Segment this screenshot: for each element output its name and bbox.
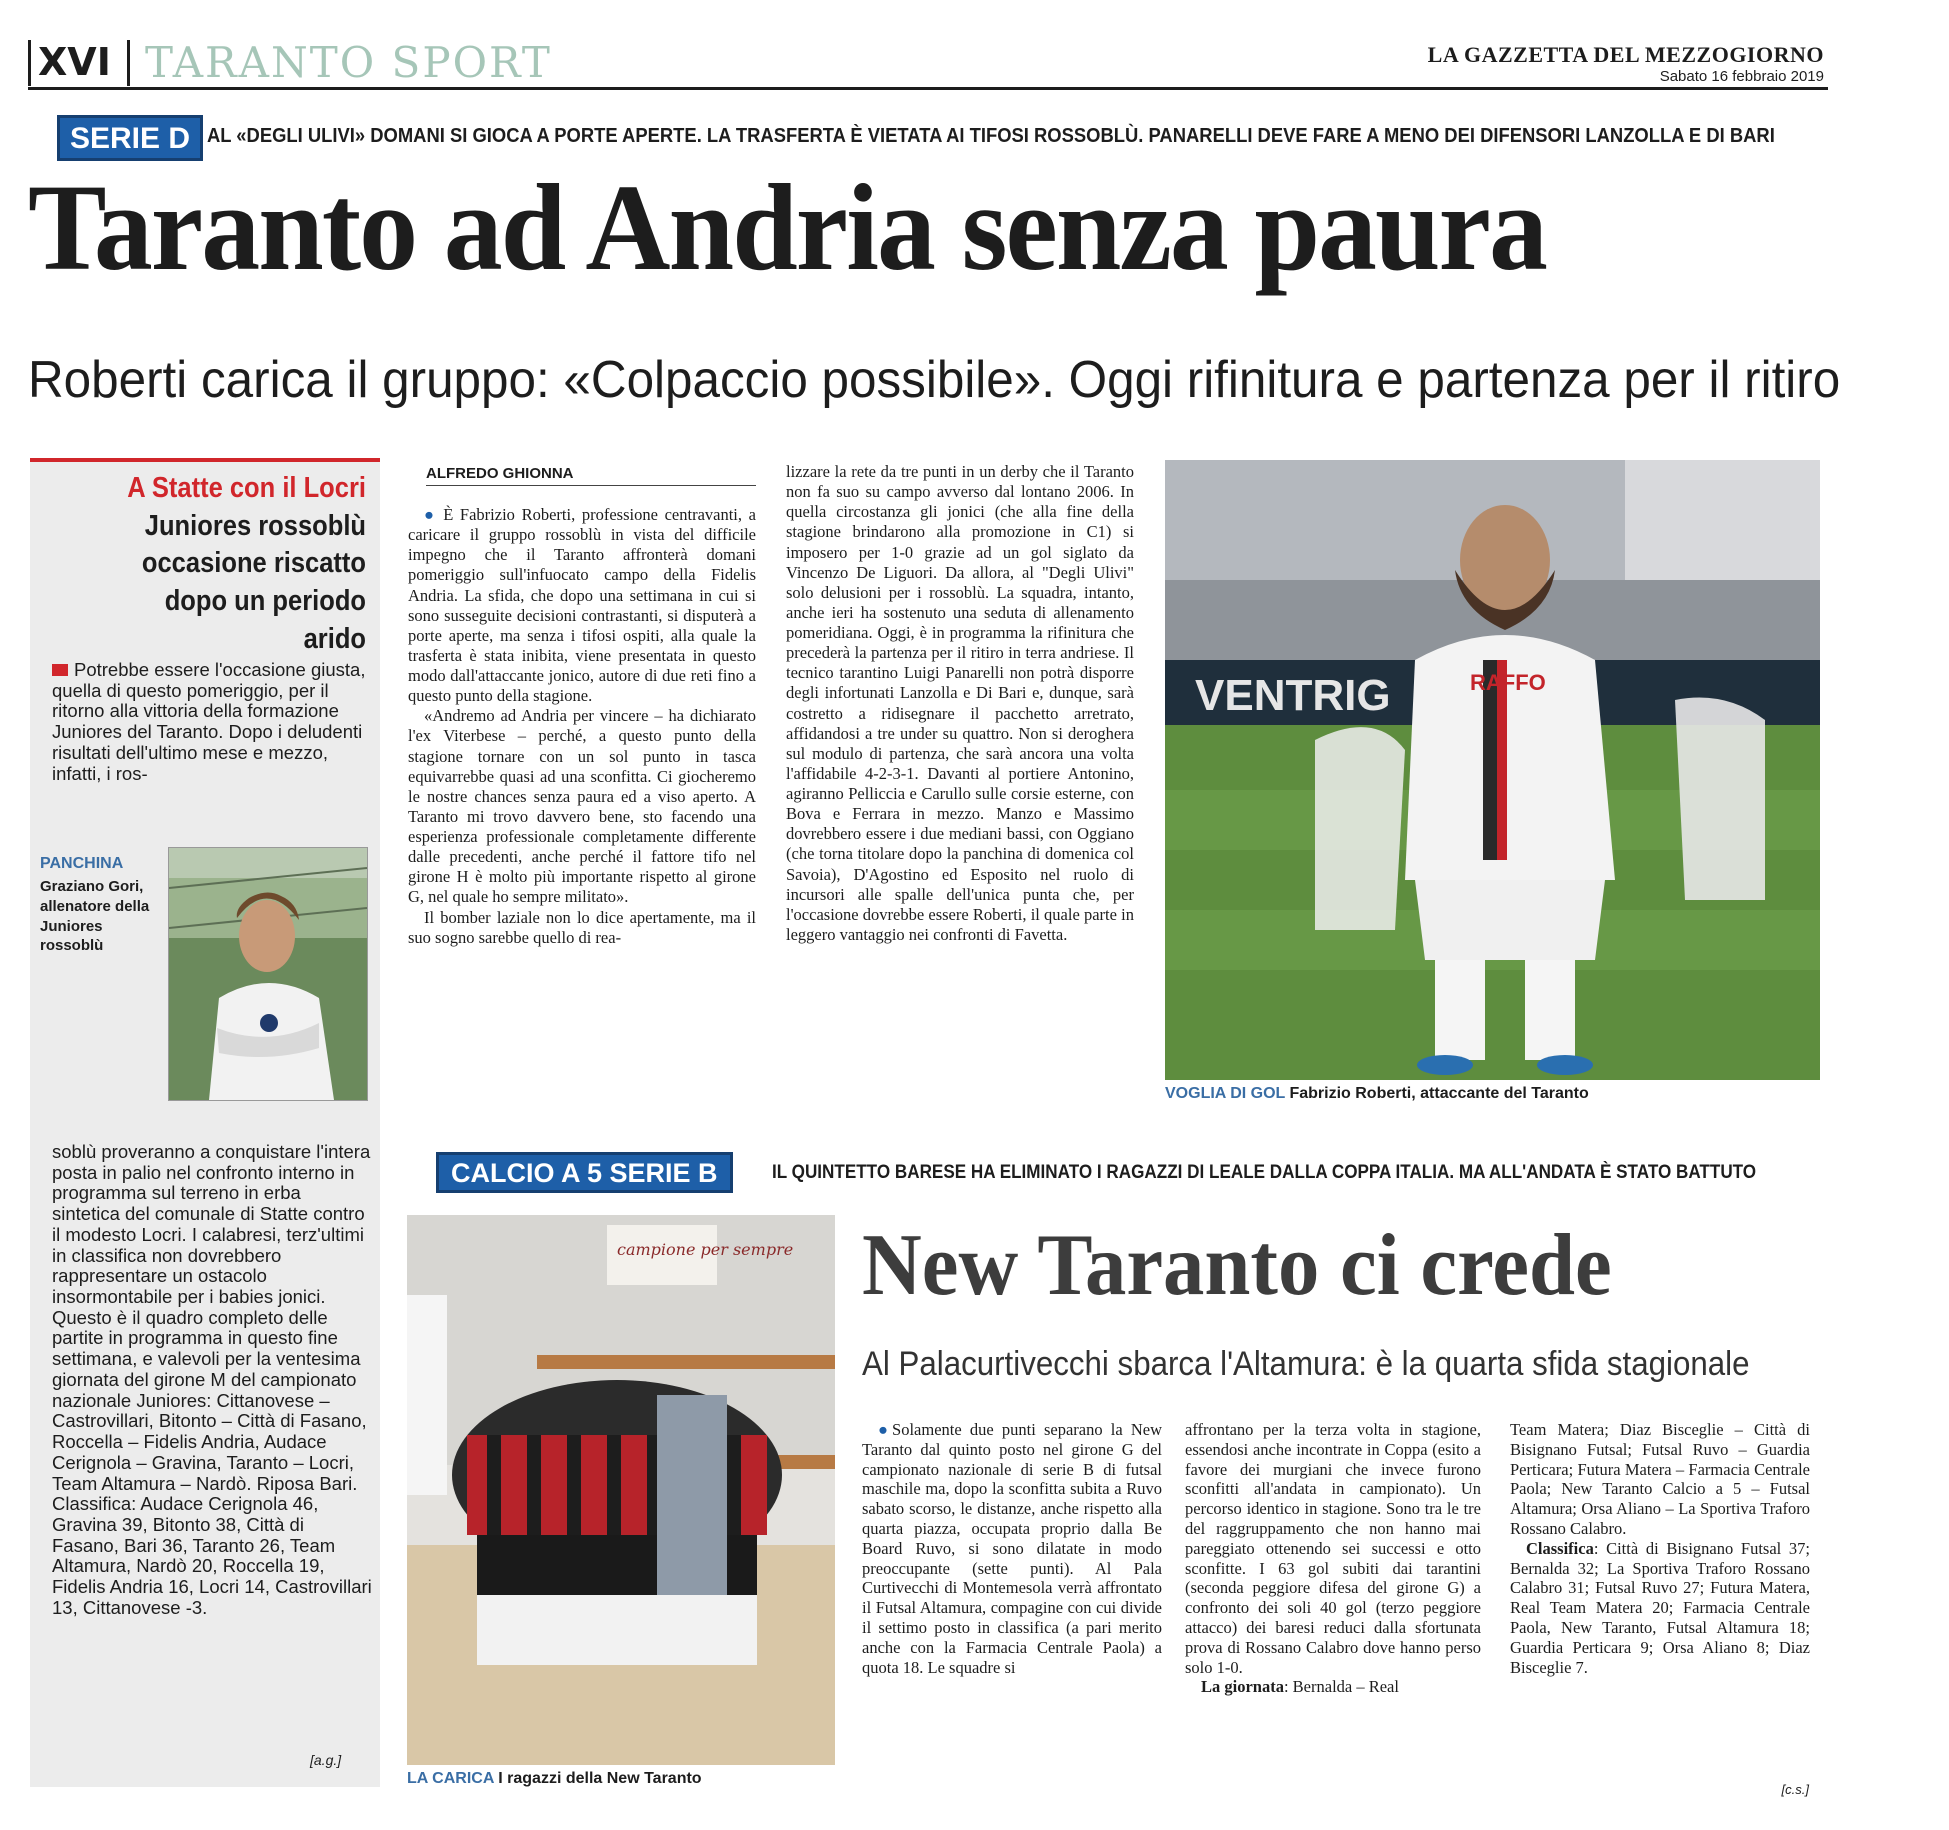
team-photo-image bbox=[407, 1215, 835, 1765]
gym-banner-text: campione per sempre bbox=[617, 1240, 794, 1259]
bullet-icon: ● bbox=[878, 1420, 893, 1439]
second-headline: New Taranto ci crede bbox=[862, 1217, 1612, 1314]
main-photo bbox=[1165, 460, 1820, 1080]
byline: ALFREDO GHIONNA bbox=[426, 465, 574, 482]
giornata-label: La giornata bbox=[1201, 1677, 1284, 1697]
red-square-icon bbox=[52, 664, 68, 676]
paragraph bbox=[408, 505, 756, 706]
kicker-badge: SERIE D bbox=[57, 115, 203, 161]
paragraph bbox=[862, 1420, 1162, 1677]
sidebar-photo-label: PANCHINA bbox=[40, 855, 124, 872]
sidebar-headline-block bbox=[86, 470, 366, 658]
caption-text: I ragazzi della New Taranto bbox=[498, 1770, 702, 1787]
newspaper-name: LA GAZZETTA DEL MEZZOGIORNO bbox=[1427, 42, 1824, 67]
classifica-text: : Città di Bisignano Futsal 37; Bernalda 32; La Sportiva Traforo Rossano Calabro 31; Futsal Ruvo 27; Futura Matera, Real Team Matera 20; Farmacia Centrale Paola, New Taranto, Futsal Altamura 18; Guardia Perticara 9; Orsa Aliano 8; Diaz Bisceglie 7. bbox=[1510, 1538, 1810, 1677]
sidebar-body-part1 bbox=[52, 660, 372, 784]
paragraph-text: Solamente due punti separano la New Taranto dal quinto posto nel girone G del campionato nazionale di serie B di futsal maschile ma, dopo la sconfitta subita a Ruvo sabato scorso, le distanze, anche rispetto alla quarta piazza, occupata proprio dalla Be Board Ruvo, si sono dilatate in modo preoccupante (sette punti). Al Pala Curtivecchi di Montemesola verrà affrontato il Futsal Altamura, compagine con cui divide il settimo posto in classifica (a pari merito anche con la Farmacia Centrale Paola) a quota 18. Le squadre si bbox=[862, 1420, 1163, 1677]
team-photo-caption bbox=[407, 1770, 702, 1788]
paragraph bbox=[1510, 1539, 1810, 1678]
page-number: XVI bbox=[38, 40, 111, 84]
coach-photo bbox=[168, 847, 368, 1101]
sidebar-body-part2: soblù proveranno a conquistare l'intera posta in palio nel confronto interno in programma sul terreno in erba sintetica del comunale di Statte contro il modesto Locri. I calabresi, terz'ultimi in classifica non dovrebbero rappresentare un ostacolo insormontabile per i babies jonici. Questo è il quadro completo delle partite in programma in questo fine settimana, e valevoli per la ventesima giornata del girone M del campionato nazionale Juniores: Cittanovese – Castrovillari, Bitonto – Città di Fasano, Roccella – Fidelis Andria, Audace Cerignola – Gravina, Taranto – Locri, Team Altamura – Nardò. Riposa Bari. Classifica: Audace Cerignola 46, Gravina 39, Bitonto 38, Città di Fasano, Bari 36, Taranto 26, Team Altamura, Nardò 20, Roccella 19, Fidelis Andria 16, Locri 14, Castrovillari 13, Cittanovese -3. bbox=[52, 1141, 372, 1618]
caption-label: LA CARICA bbox=[407, 1770, 494, 1787]
kicker-text: AL «DEGLI ULIVI» DOMANI SI GIOCA A PORTE APERTE. LA TRASFERTA È VIETATA AI TIFOSI ROSSOBLÙ. PANARELLI DEVE FARE A MENO DEI DIFENSORI LANZOLLA E DI BARI bbox=[207, 125, 1775, 147]
main-photo-caption bbox=[1165, 1085, 1589, 1103]
team-photo bbox=[407, 1215, 835, 1765]
caption-label: VOGLIA DI GOL bbox=[1165, 1085, 1286, 1102]
sidebar-photo-caption: Graziano Gori, allenatore della Juniores rossoblù bbox=[40, 878, 150, 955]
second-article-column-2 bbox=[1185, 1420, 1481, 1697]
giornata-text: : Bernalda – Real bbox=[1283, 1677, 1399, 1697]
second-article-column-3 bbox=[1510, 1420, 1810, 1677]
second-article-signature: [c.s.] bbox=[1781, 1782, 1809, 1797]
paragraph: Team Matera; Diaz Bisceglie – Città di Bisignano Futsal; Futsal Ruvo – Guardia Perticara; Futura Matera – Farmacia Centrale Paola; New Taranto Calcio a 5 – Futsal Altamura; Orsa Aliano – La Sportiva Traforo Rossano Calabro. bbox=[1510, 1420, 1810, 1538]
sidebar-signature: [a.g.] bbox=[310, 1752, 342, 1768]
main-article-column-1 bbox=[408, 505, 756, 948]
paragraph-text: È Fabrizio Roberti, professione centravanti, a caricare il gruppo rossoblù in vista del difficile impegno che il Taranto affronterà domani pomeriggio sull'infuocato campo della Fidelis Andria. La sfida, che dopo una settimana in cui si sono susseguite decisioni contrastanti, si disputerà a porte aperte, ma senza i tifosi ospiti, alla quale la trasferta è stata inibita, viene presentata in questo modo dall'attaccante jonico, autore di due reti fino a questo punto della stagione. bbox=[408, 505, 756, 706]
section-title: TARANTO SPORT bbox=[145, 38, 552, 87]
paragraph bbox=[1185, 1677, 1481, 1697]
bullet-icon: ● bbox=[424, 505, 437, 524]
main-subheadline: Roberti carica il gruppo: «Colpaccio possibile». Oggi rifinitura e partenza per il ritiro bbox=[28, 351, 1841, 409]
jersey-sponsor-text: RAFFO bbox=[1470, 670, 1546, 695]
player-photo-image bbox=[1165, 460, 1820, 1080]
main-article-column-2 bbox=[786, 462, 1134, 945]
page-number-divider-right bbox=[127, 40, 130, 86]
page-number-divider-left bbox=[28, 40, 31, 86]
classifica-label: Classifica bbox=[1526, 1538, 1594, 1558]
paragraph: affrontano per la terza volta in stagione, essendosi anche incontrate in Coppa (esito a favore dei murgiani che invece furono sconfitti all'andata in campionato). Un percorso identico in stagione. Sono tra le tre del raggruppamento che non hanno mai pareggiato ottenendo sei successi e otto sconfitte. I 63 gol subiti dai tarantini (seconda peggiore difesa del girone G) a confronto dei soli 40 gol (terzo peggiore attacco) dei baresi reduci dalla sfortunata prova di Rossano Calabro dove hanno perso solo 1-0. bbox=[1185, 1420, 1481, 1677]
paragraph: «Andremo ad Andria per vincere – ha dichiarato l'ex Viterbese – perché, a questo punto della stagione tornare con un sol punto in tasca equivarrebbe quasi ad una sconfitta. Ci giocheremo le nostre chances senza paura ed a viso aperto. A Taranto mi trovo davvero bene, sto facendo una esperienza professionale completamente differente dalle precedenti, anche perché il fattore tifo nel girone H è molto più importante rispetto al girone G, nel quale ho sempre militato». bbox=[408, 706, 756, 907]
paragraph: lizzare la rete da tre punti in un derby che il Taranto non fa suo su campo avverso dal lontano 2006. In quella circostanza gli jonici (che alla fine della stagione brindarono alla promozione in C1) si imposero per 1-0 grazie ad un gol siglato da Vincenzo De Liguori. Da allora, al "Degli Ulivi" solo delusioni per i rossoblù. La squadra, intanto, anche ieri ha sostenuto una seduta di allenamento pomeridiana. Oggi, è in programma la rifinitura che precederà la partenza per il ritiro in terra andriese. Il tecnico tarantino Luigi Panarelli non potrà disporre degli infortunati Lanzolla e Di Bari e, dunque, sarà costretto a ridisegnare il pacchetto arretrato, affidandosi a tre under su quattro. Non si deroghera sul modulo di partenza, che sarà ancora una volta l'affidabile 4-2-3-1. Davanti al portiere Antonino, agiranno Pelliccia e Carullo sulle corsie esterne, con Bova e Ferrara in mezzo. Manzo e Massimo dovrebbero essere i due mediani bassi, con Oggiano (che torna titolare dopo la panchina di domenica col Savoia), D'Agostino ed Esposito nel ruolo di incursori alle spalle dell'unica punta che, per l'occasione dovrebbe essere Roberti, il quale parte in leggero vantaggio nei confronti di Favetta. bbox=[786, 462, 1134, 944]
sidebar-headline: Juniores rossoblù occasione riscatto dopo un periodo arido bbox=[141, 509, 366, 655]
sidebar-kicker: A Statte con il Locri bbox=[127, 472, 366, 504]
kicker2-badge: CALCIO A 5 SERIE B bbox=[436, 1152, 733, 1193]
main-headline: Taranto ad Andria senza paura bbox=[28, 159, 1547, 296]
second-article-column-1 bbox=[862, 1420, 1162, 1677]
kicker2-text: IL QUINTETTO BARESE HA ELIMINATO I RAGAZZI DI LEALE DALLA COPPA ITALIA. MA ALL'ANDATA È STATO BATTUTO bbox=[772, 1162, 1757, 1183]
stadium-banner-text: VENTRIG bbox=[1195, 671, 1391, 720]
second-subheadline: Al Palacurtivecchi sbarca l'Altamura: è la quarta sfida stagionale bbox=[862, 1345, 1750, 1383]
byline-rule bbox=[426, 485, 756, 486]
coach-photo-image bbox=[169, 848, 367, 1100]
header-rule bbox=[28, 87, 1828, 90]
sidebar-body-text: Potrebbe essere l'occasione giusta, quella di questo pomeriggio, per il ritorno alla vittoria della formazione Juniores del Taranto. Dopo i deludenti risultati dell'ultimo mese e mezzo, infatti, i ros- bbox=[52, 659, 366, 784]
publication-date: Sabato 16 febbraio 2019 bbox=[1659, 68, 1824, 85]
paragraph: Il bomber laziale non lo dice apertamente, ma il suo sogno sarebbe quello di rea- bbox=[408, 907, 756, 947]
caption-text: Fabrizio Roberti, attaccante del Taranto bbox=[1289, 1085, 1589, 1102]
